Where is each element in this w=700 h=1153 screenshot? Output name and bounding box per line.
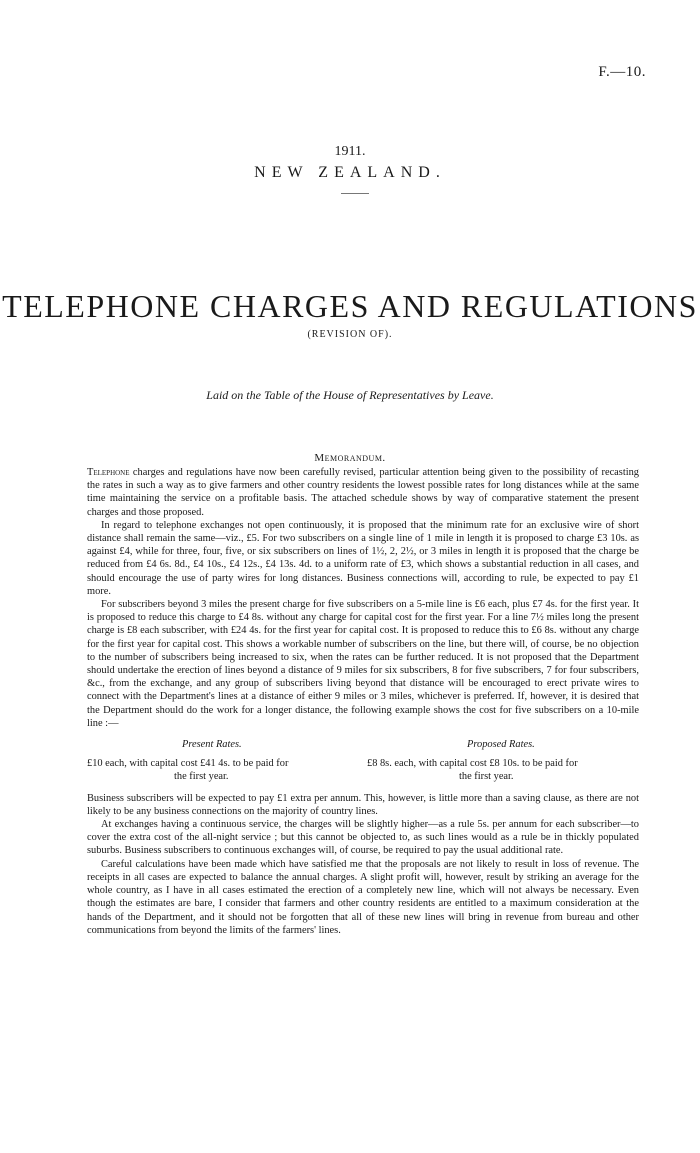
proposed-rates-heading: Proposed Rates. — [467, 739, 535, 751]
memorandum-body — [87, 466, 639, 937]
paragraph-4: Business subscribers will be expected to pay £1 extra per annum. This, however, is little more than a saving clause, as there are not likely to be any business connections on the majority of country lines. — [87, 792, 639, 817]
paragraph-5: At exchanges having a continuous service, the charges will be slightly higher—as a rule 5s. per annum for each subscriber—to cover the extra cost of the all-night service ; but this cannot be objected to, as such lines would as a rule be in thickly populated suburbs. Business subscribers to continuous exchanges will, of course, be required to pay the usual additional rate. — [87, 819, 639, 857]
proposed-rates-continuation: the first year. — [459, 771, 514, 783]
present-rates-continuation: the first year. — [174, 771, 229, 783]
heading-divider — [341, 193, 369, 194]
document-subtitle: (REVISION OF). — [307, 329, 393, 340]
proposed-rates-column — [367, 738, 639, 784]
proposed-rates-line: £8 8s. each, with capital cost £8 10s. to be paid for — [367, 758, 578, 770]
paragraph-3: For subscribers beyond 3 miles the present charge for five subscribers on a 5-mile line is £6 each, plus £7 4s. for the first year. It is proposed to reduce this charge to £4 8s. without any charge for capital cost for the first year. For a line 7½ miles long the present charge is £8 each subscriber, with £24 4s. for the first year for capital cost. It is proposed to reduce this to £6 8s. without any charge for the first year for capital cost. This shows a workable number of subscribers on the line, but there will, of course, be no objection to the number of subscribers being increased to six, when the rates can be further reduced. It is not proposed that the Department should undertake the erection of lines beyond a distance of 9 miles for six subscribers, 8 for five subscribers, 7 for four subscribers, &c., from the exchange, and any group of subscribers living beyond that distance will be encouraged to erect private wires to connect with the Department's lines at a distance of either 9 miles or 3 miles, whichever is preferred. If, however, it is desired that the Department should do the work for a longer distance, the following example shows the cost for five subscribers on a 10-mile line :— — [87, 599, 639, 729]
country-heading: NEW ZEALAND. — [254, 164, 446, 181]
present-rates-column — [87, 738, 359, 784]
laid-on-table-note: Laid on the Table of the House of Representatives by Leave. — [206, 388, 494, 402]
rates-comparison — [87, 738, 639, 784]
document-title: TELEPHONE CHARGES AND REGULATIONS — [2, 288, 698, 324]
paragraph-1 — [87, 466, 639, 519]
paragraph-1-text: charges and regulations have now been carefully revised, particular attention being given to the possibility of recasting the rates in such a way as to give farmers and other country residents the lowest possible rates for long distances while at the same time maintaining the service on a profitable basis. The attached schedule shows by way of comparative statement the present charges and those proposed. — [87, 467, 639, 518]
present-rates-heading: Present Rates. — [182, 739, 242, 751]
page-identifier: F.—10. — [598, 64, 646, 80]
memorandum-heading: Memorandum. — [314, 452, 386, 464]
present-rates-line: £10 each, with capital cost £41 4s. to be paid for — [87, 758, 289, 770]
paragraph-2: In regard to telephone exchanges not open continuously, it is proposed that the minimum rate for an exclusive wire of short distance shall remain the same—viz., £5. For two subscribers on a single line of 1 mile in length it is proposed to charge £3 10s. as against £4, while for three, four, five, or six subscribers on lines of 1½, 2, 2½, or 3 miles in length it is proposed that the charge be reduced from £4 6s. 8d., £4 10s., £4 12s., £4 13s. 4d. to a uniform rate of £3, which shows a substantial reduction in all cases, and should encourage the use of party wires for long distances. Business connections will, according to rule, be expected to pay £1 more. — [87, 519, 639, 597]
document-year: 1911. — [334, 144, 366, 159]
paragraph-6: Careful calculations have been made which have satisfied me that the proposals are not likely to result in loss of revenue. The receipts in all cases are expected to balance the annual charges. A slight profit will, however, result by striking an average for the whole country, as I have in all cases estimated the erection of a completely new line, which will not always be necessary. Even though the estimates are bare, I consider that farmers and other country residents are entitled to a maximum consideration at the hands of the Department, and it should not be forgotten that all of these new lines will bring in revenue from bureau and other communications from beyond the limits of the farmers' lines. — [87, 858, 639, 936]
paragraph-1-lead: Telephone — [87, 467, 130, 478]
